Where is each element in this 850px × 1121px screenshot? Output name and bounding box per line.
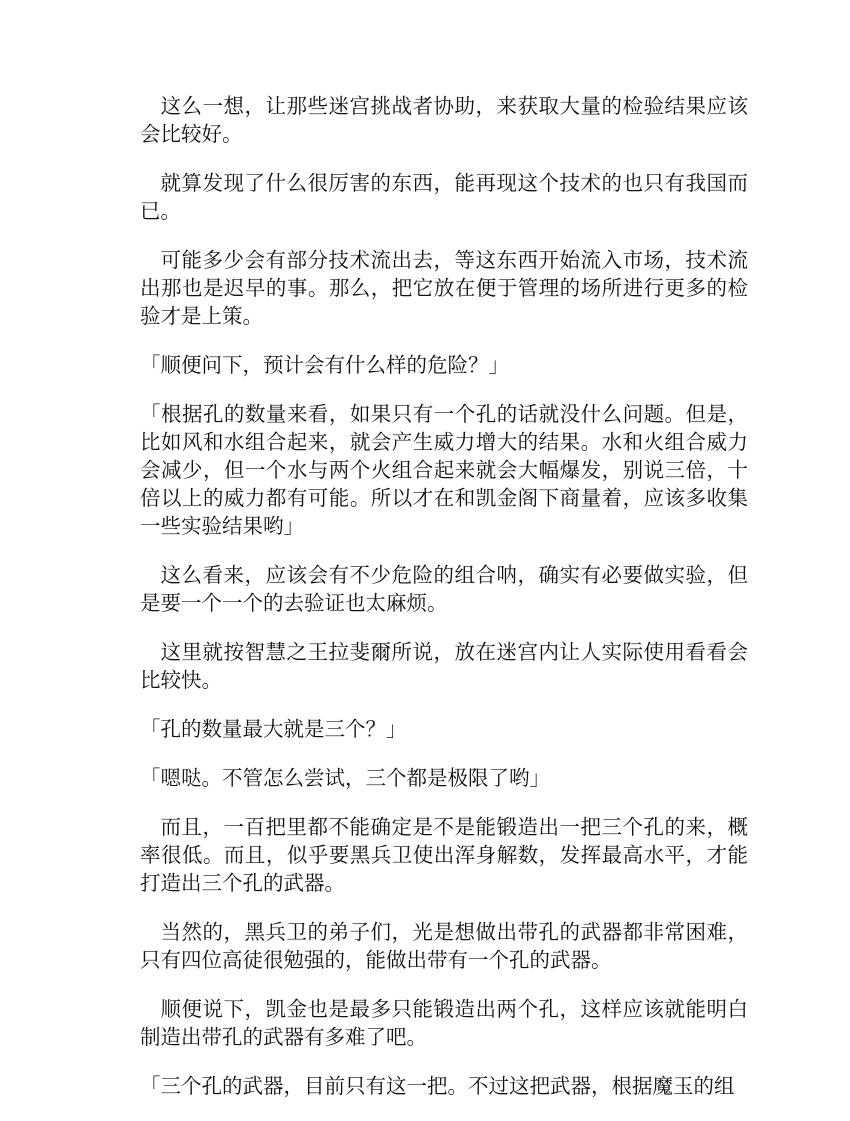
- document-page: [140, 92, 748, 1121]
- paragraph-11: 当然的，黑兵卫的弟子们，光是想做出带孔的武器都非常困难，只有四位高徒很勉强的，能做出带有一个孔的武器。: [140, 920, 748, 972]
- paragraph-8: 「孔的数量最大就是三个？」: [140, 717, 407, 741]
- paragraph-4: 「顺便问下，预计会有什么样的危险？」: [140, 353, 509, 377]
- paragraph-13: 「三个孔的武器，目前只有这一把。不过这把武器，根据魔玉的组: [140, 1074, 735, 1098]
- paragraph-1: 这么一想，让那些迷宫挑战者协助，来获取大量的检验结果应该会比较好。: [140, 94, 748, 146]
- paragraph-10: 而且，一百把里都不能确定是不是能锻造出一把三个孔的来，概率很低。而且，似乎要黑兵卫使出浑身解数，发挥最高水平，才能打造出三个孔的武器。: [140, 815, 748, 895]
- paragraph-9: 「嗯哒。不管怎么尝试，三个都是极限了哟」: [140, 766, 550, 790]
- paragraph-7: 这里就按智慧之王拉斐爾所说，放在迷宫内让人实际使用看看会比较快。: [140, 640, 748, 692]
- paragraph-6: 这么看来，应该会有不少危险的组合呐，确实有必要做实验，但是要一个一个的去验证也太麻烦。: [140, 563, 748, 615]
- paragraph-2: 就算发现了什么很厉害的东西，能再现这个技术的也只有我国而已。: [140, 171, 748, 223]
- paragraph-3: 可能多少会有部分技术流出去，等这东西开始流入市场，技术流出那也是迟早的事。那么，把它放在便于管理的场所进行更多的检验才是上策。: [140, 248, 748, 328]
- paragraph-12: 顺便说下，凯金也是最多只能锻造出两个孔，这样应该就能明白制造出带孔的武器有多难了吧。: [140, 997, 748, 1049]
- paragraph-5: 「根据孔的数量来看，如果只有一个孔的话就没什么问题。但是，比如风和水组合起来，就会产生威力增大的结果。水和火组合威力会减少，但一个水与两个火组合起来就会大幅爆发，别说三倍，十倍以上的威力都有可能。所以才在和凯金阁下商量着，应该多收集一些实验结果哟」: [140, 402, 748, 538]
